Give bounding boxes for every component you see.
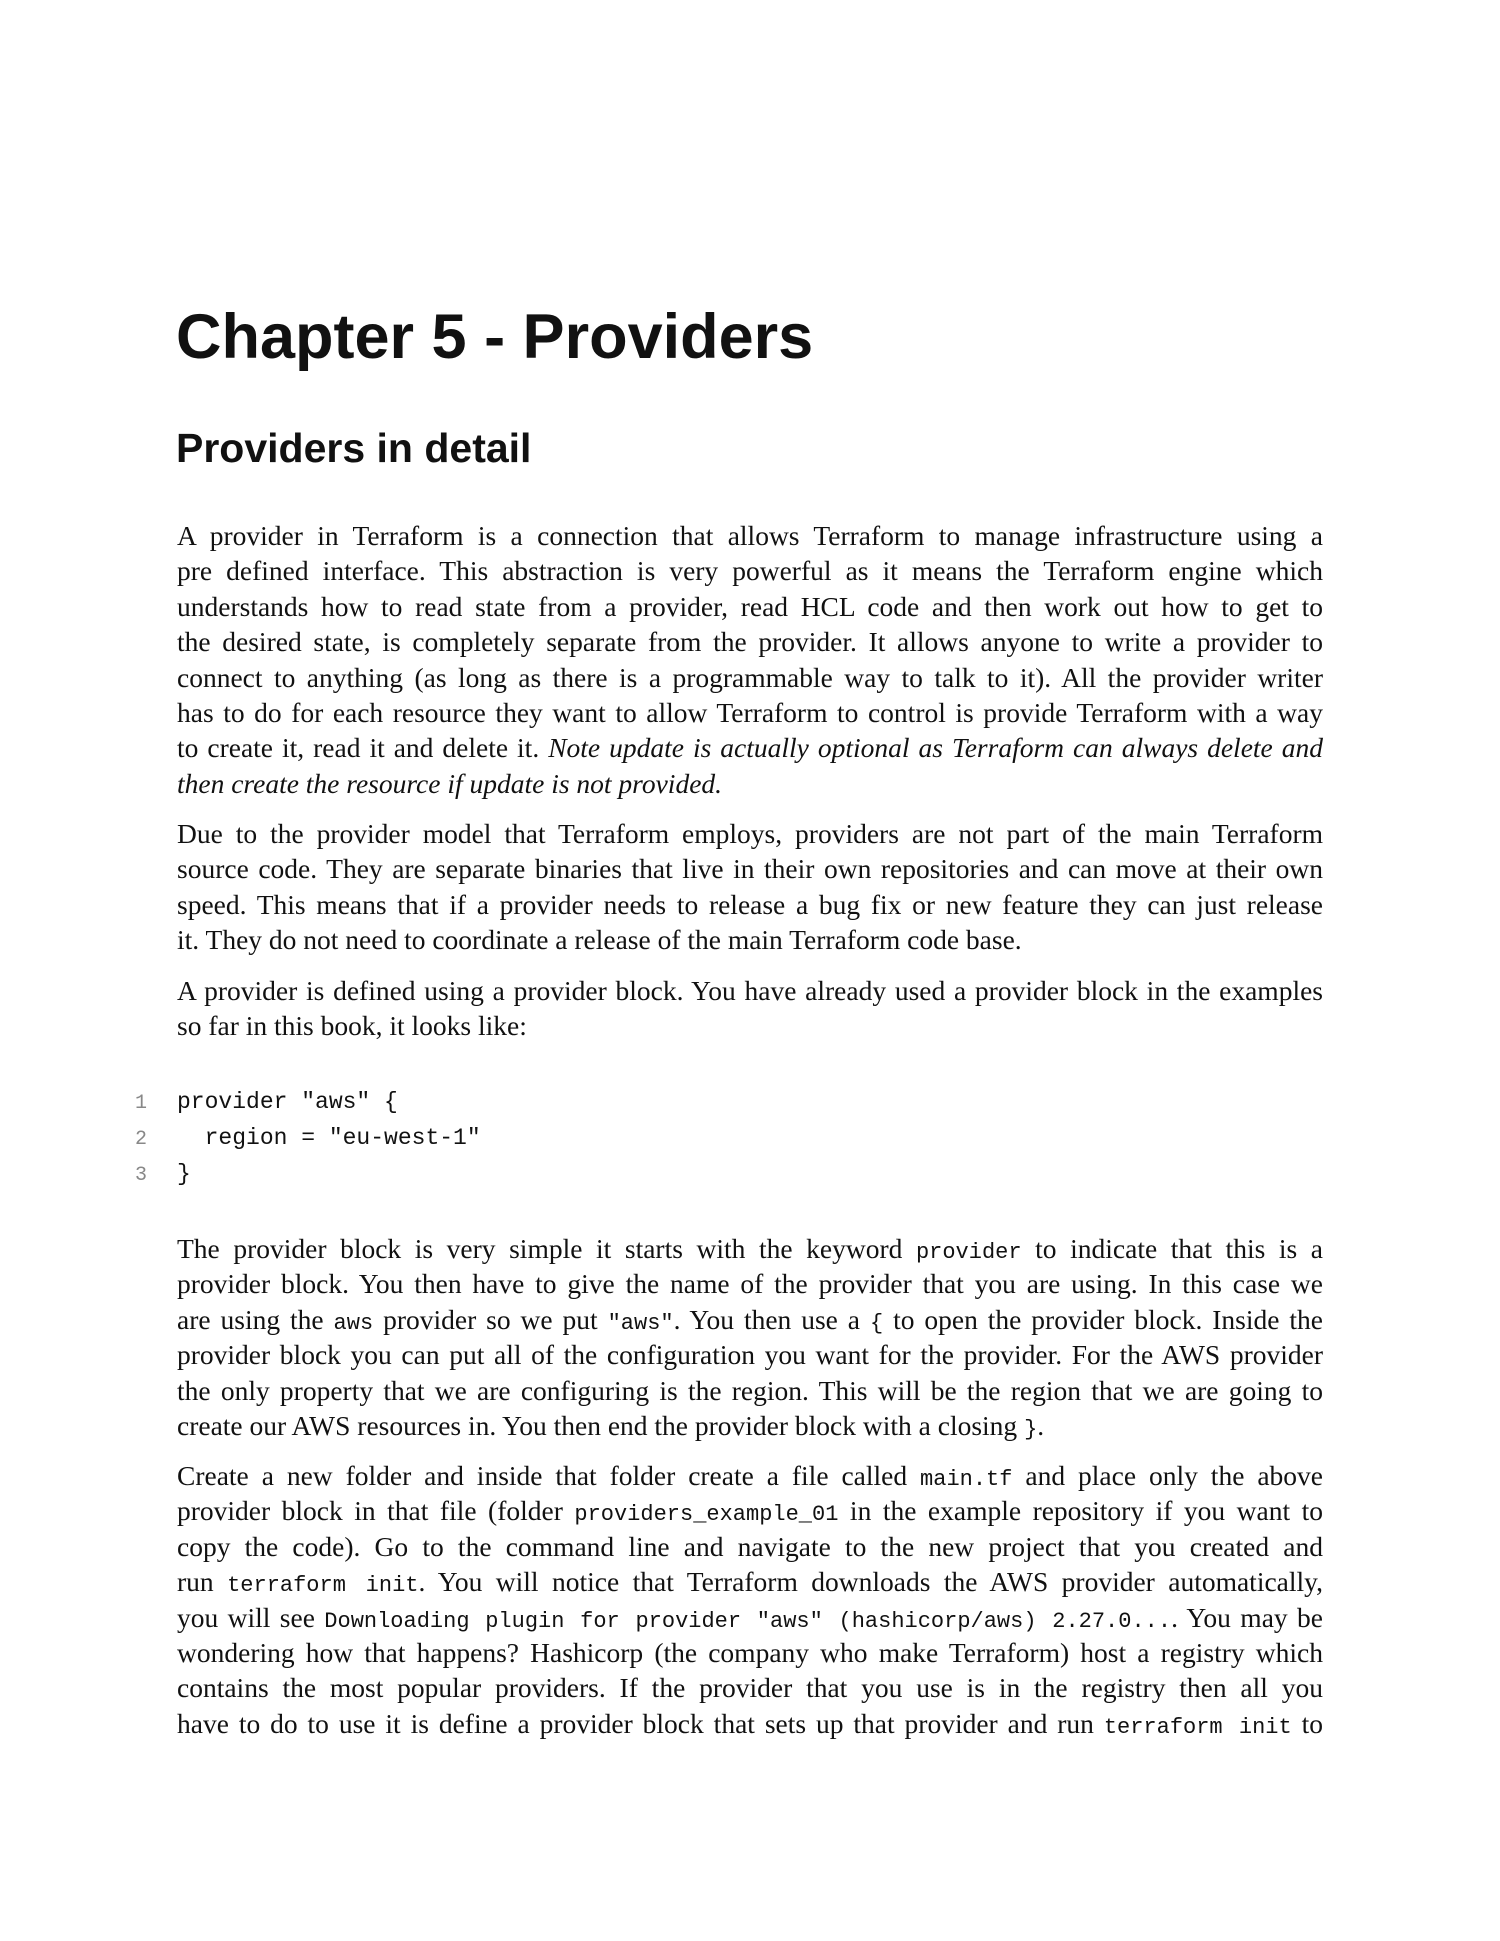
- paragraph-intro: [177, 518, 1323, 801]
- paragraph-provider-model: [177, 816, 1323, 958]
- text-run: source code. They are separate binaries that live in their own repositories and can move at their own: [177, 853, 1323, 885]
- text-run: to indicate that this is a: [1021, 1233, 1323, 1264]
- text-run: it. They do not need to coordinate a release of the main Terraform code base.: [177, 924, 1022, 956]
- text-line: [177, 1529, 1323, 1564]
- text-line: [177, 730, 1323, 765]
- text-run: . You may be: [1171, 1601, 1323, 1633]
- text-line: [177, 1458, 1323, 1493]
- text-line: [177, 1266, 1323, 1301]
- text-run: have to do to use it is define a provider block that sets up that provider and run: [177, 1707, 1104, 1739]
- text-line: [177, 1670, 1323, 1705]
- text-line: [177, 624, 1323, 659]
- text-line: [177, 766, 1323, 801]
- line-number: 1: [134, 1092, 147, 1115]
- text-run: wondering how that happens? Hashicorp (the company who make Terraform) host a registry which: [177, 1636, 1323, 1668]
- inline-code: terraform init: [1103, 1714, 1292, 1740]
- text-run: . You will notice that Terraform downloads the AWS provider automatically,: [418, 1566, 1323, 1598]
- text-line: [177, 518, 1323, 553]
- line-number: 2: [134, 1128, 147, 1151]
- emphasis-text: Note update is actually optional as Terraform can always delete and: [548, 732, 1323, 764]
- text-line: [177, 1408, 1323, 1443]
- code-line: [130, 1120, 481, 1156]
- text-line: [177, 589, 1323, 624]
- text-run: A provider is defined using a provider block. You have already used a provider block in the examples: [177, 975, 1323, 1006]
- text-run: Create a new folder and inside that folder create a file called: [177, 1460, 921, 1491]
- text-run: and place only the above: [1012, 1460, 1323, 1491]
- text-line: [177, 695, 1323, 730]
- text-run: . You then use a: [673, 1303, 870, 1335]
- text-line: [177, 1635, 1323, 1670]
- text-line: [177, 922, 1323, 957]
- text-run: you will see: [177, 1601, 325, 1633]
- text-run: connect to anything (as long as there is a programmable way to talk to it). All the provider writer: [177, 661, 1323, 693]
- chapter-title: Chapter 5 - Providers: [176, 302, 814, 372]
- text-run: are using the: [177, 1303, 334, 1335]
- text-line: [177, 1008, 1323, 1043]
- text-run: speed. This means that if a provider needs to release a bug fix or new feature they can just release: [177, 888, 1323, 920]
- text-run: provider block. You then have to give the name of the provider that you are using. In this case we: [177, 1268, 1323, 1300]
- text-line: [177, 816, 1323, 851]
- paragraph-provider-block-intro: [177, 973, 1323, 1044]
- code-text: }: [177, 1161, 191, 1187]
- text-run: Due to the provider model that Terraform employs, providers are not part of the main Terraform: [177, 818, 1323, 849]
- text-run: copy the code). Go to the command line and navigate to the new project that you created and: [177, 1530, 1323, 1562]
- inline-code: aws: [333, 1310, 374, 1336]
- text-line: [177, 1302, 1323, 1337]
- inline-code: {: [869, 1310, 884, 1336]
- text-line: [177, 1231, 1323, 1266]
- text-run: run: [177, 1566, 228, 1598]
- text-line: [177, 1493, 1323, 1528]
- text-run: has to do for each resource they want to allow Terraform to control is provide Terraform with a way: [177, 696, 1323, 728]
- inline-code: provider: [915, 1240, 1022, 1265]
- text-run: the desired state, is completely separate from the provider. It allows anyone to write a provider to: [177, 626, 1323, 658]
- text-run: to create it, read it and delete it.: [177, 732, 549, 764]
- text-line: [177, 1564, 1323, 1599]
- text-run: understands how to read state from a provider, read HCL code and then work out how to get to: [177, 590, 1323, 622]
- text-line: [177, 660, 1323, 695]
- text-run: in the example repository if you want to: [838, 1495, 1323, 1527]
- text-run: provider block in that file (folder: [177, 1495, 575, 1527]
- text-run: A provider in Terraform is a connection that allows Terraform to manage infrastructure using a: [177, 520, 1323, 551]
- code-line: [130, 1084, 481, 1120]
- emphasis-text: then create the resource if update is not provided.: [177, 767, 723, 799]
- inline-code: terraform init: [227, 1573, 419, 1599]
- text-line: [177, 1706, 1323, 1741]
- text-run: .: [1037, 1409, 1045, 1441]
- inline-code: "aws": [607, 1310, 674, 1336]
- text-line: [177, 887, 1323, 922]
- text-line: [177, 1337, 1323, 1372]
- text-run: so far in this book, it looks like:: [177, 1010, 527, 1042]
- text-line: [177, 1600, 1323, 1635]
- text-line: [177, 1373, 1323, 1408]
- code-line: [130, 1156, 481, 1192]
- text-run: create our AWS resources in. You then end the provider block with a closing: [177, 1409, 1025, 1441]
- line-number: 3: [134, 1164, 147, 1187]
- text-run: the only property that we are configuring is the region. This will be the region that we are going to: [177, 1374, 1323, 1406]
- text-run: provider so we put: [373, 1303, 608, 1335]
- paragraph-terraform-init: [177, 1458, 1323, 1741]
- section-title: Providers in detail: [176, 425, 532, 471]
- inline-code: Downloading plugin for provider "aws" (hashicorp/aws) 2.27.0...: [324, 1608, 1172, 1634]
- text-run: to open the provider block. Inside the: [883, 1303, 1323, 1335]
- text-run: pre defined interface. This abstraction is very powerful as it means the Terraform engine which: [177, 555, 1323, 587]
- code-text: provider "aws" {: [177, 1089, 398, 1115]
- code-text: region = "eu-west-1": [177, 1125, 481, 1151]
- text-run: contains the most popular providers. If the provider that you use is in the registry then all you: [177, 1672, 1323, 1704]
- text-run: The provider block is very simple it starts with the keyword: [177, 1233, 916, 1264]
- inline-code: }: [1024, 1416, 1038, 1442]
- code-block: [130, 1084, 481, 1192]
- paragraph-provider-block-explained: [177, 1231, 1323, 1443]
- inline-code: main.tf: [920, 1467, 1013, 1492]
- text-run: provider block you can put all of the configuration you want for the provider. For the AWS provider: [177, 1339, 1323, 1371]
- text-line: [177, 553, 1323, 588]
- text-run: to: [1291, 1707, 1323, 1739]
- text-line: [177, 851, 1323, 886]
- text-line: [177, 973, 1323, 1008]
- inline-code: providers_example_01: [574, 1502, 839, 1528]
